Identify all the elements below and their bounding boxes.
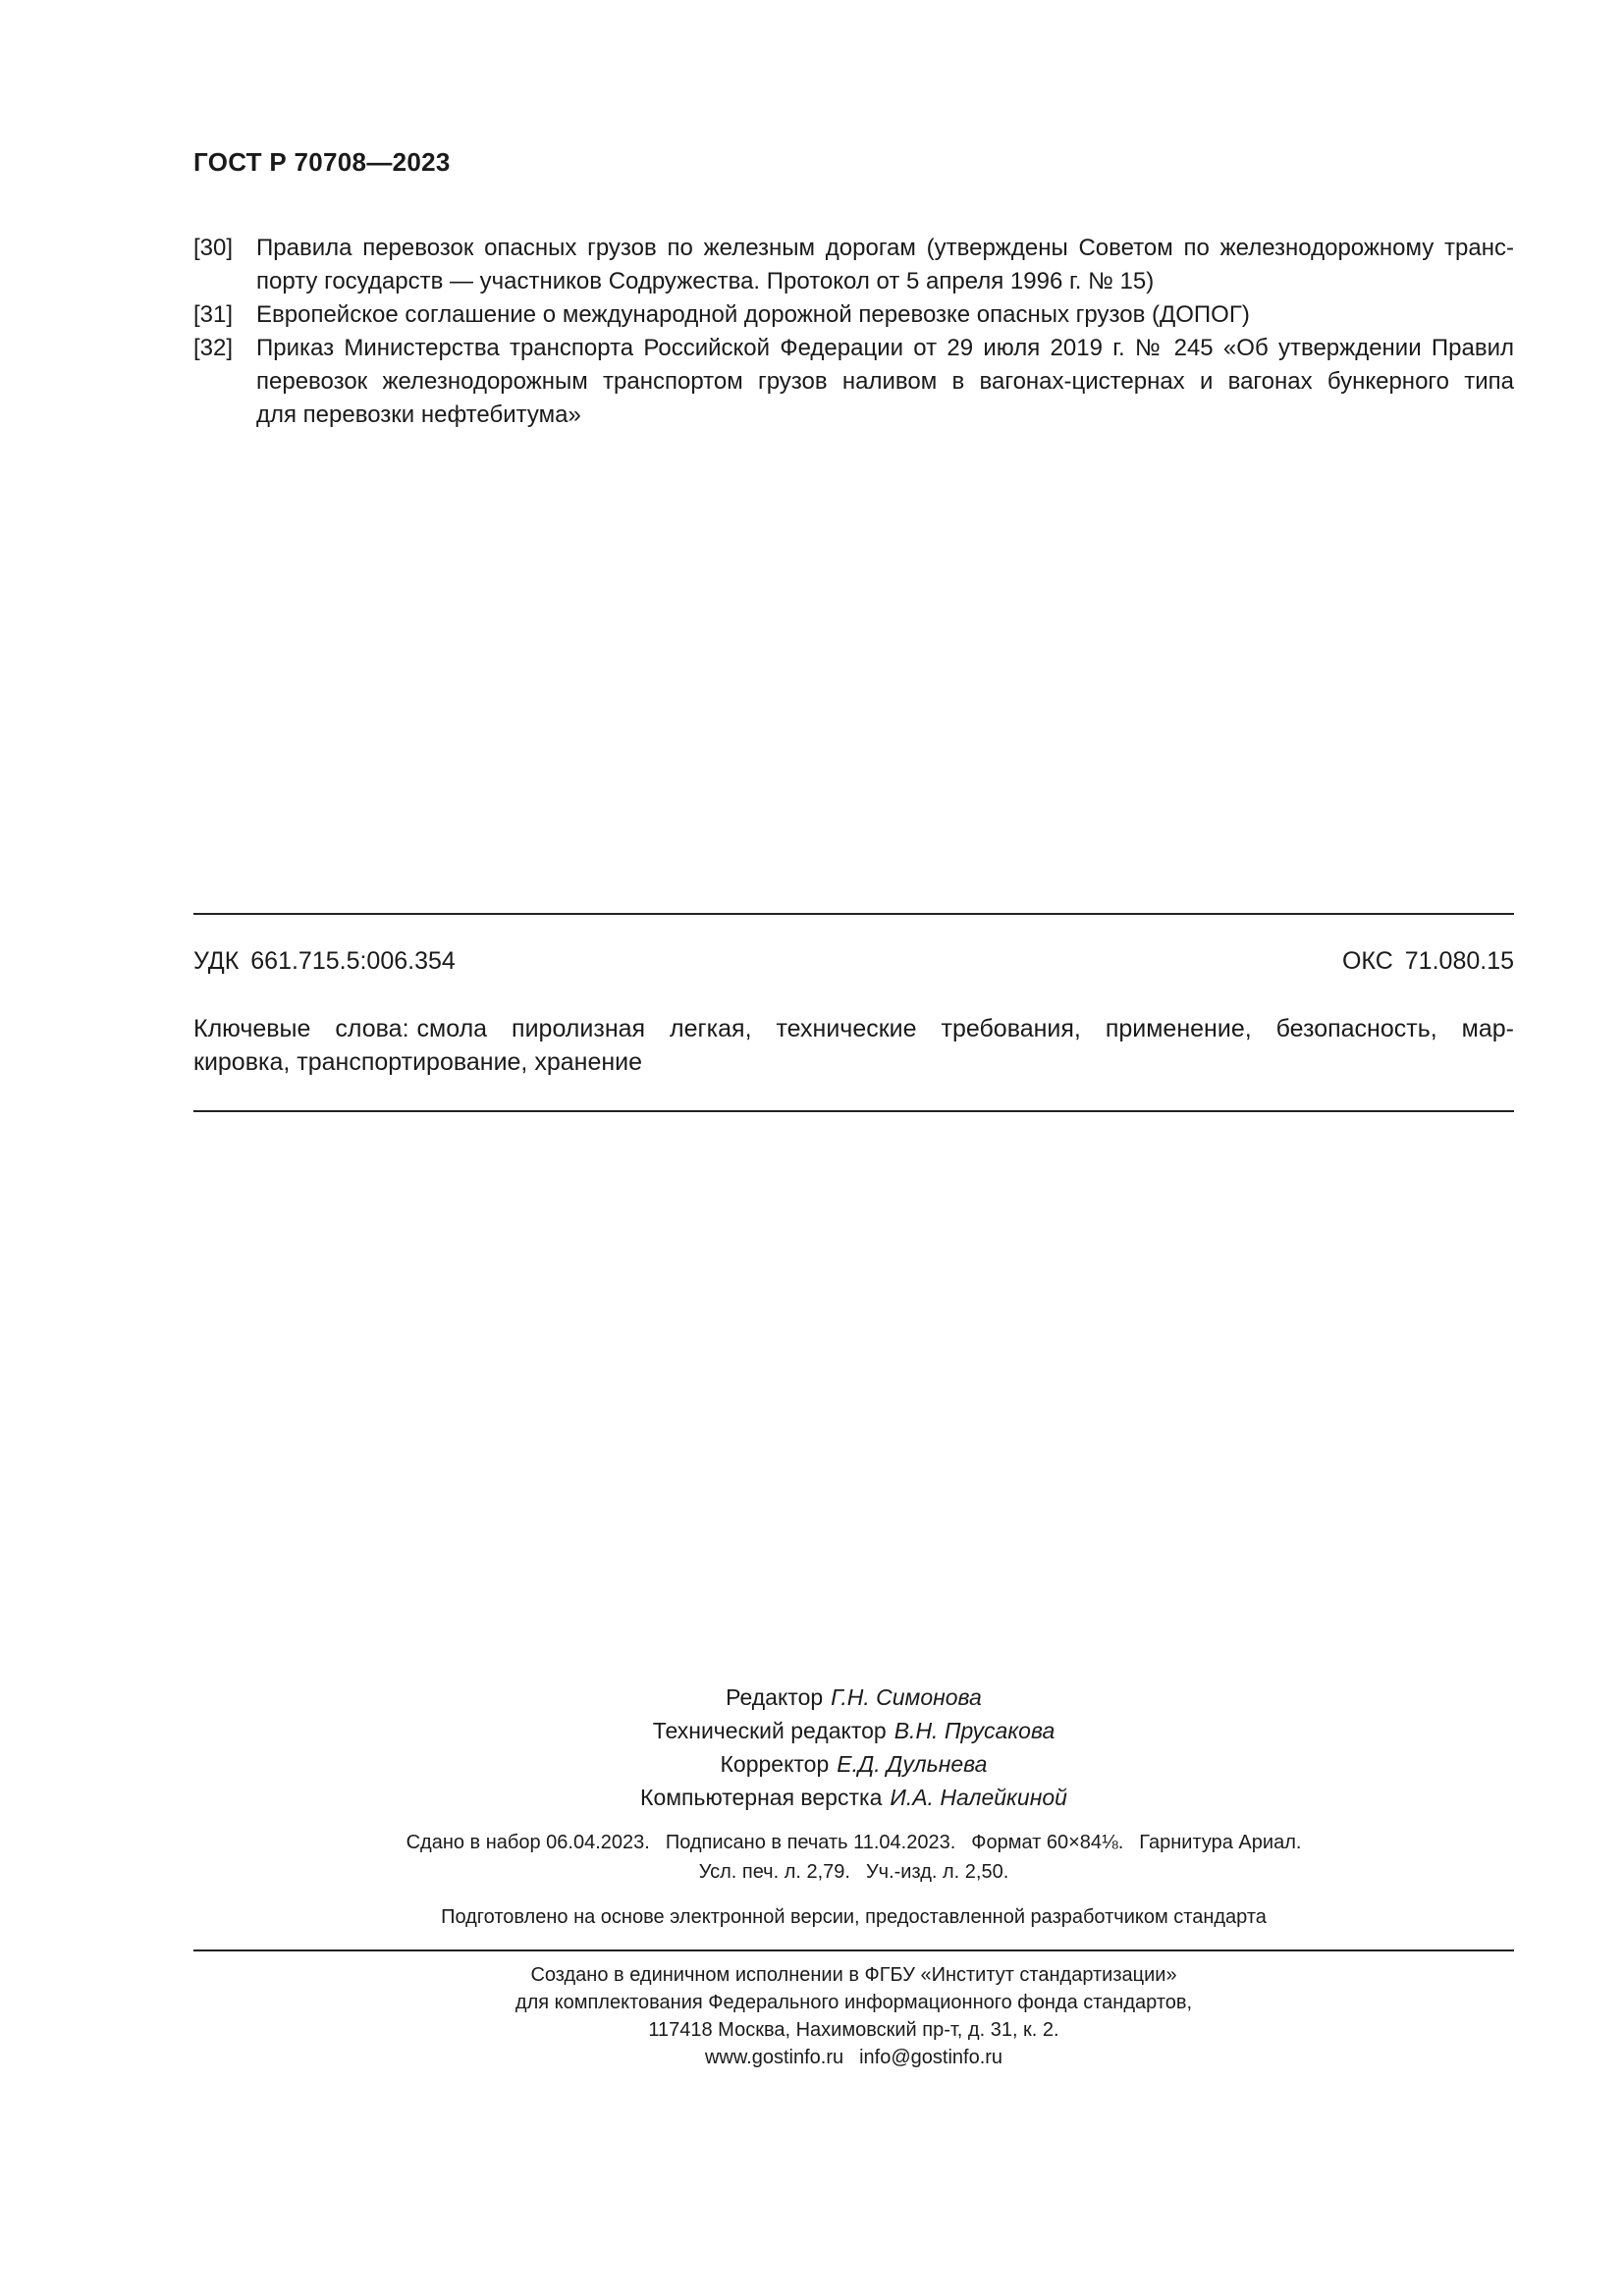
website-link[interactable]: www.gostinfo.ru: [704, 2047, 844, 2068]
credit-line: [193, 1681, 1514, 1714]
credit-line: [193, 1714, 1514, 1747]
keywords-block: [193, 1012, 1514, 1079]
credit-name: В.Н. Прусакова: [893, 1718, 1056, 1743]
reference-number: [30]: [193, 235, 234, 261]
publisher-line: Создано в единичном исполнении в ФГБУ «Институт стандартизации»: [530, 1964, 1177, 1986]
email-link[interactable]: info@gostinfo.ru: [859, 2047, 1003, 2068]
format: Формат 60×84⅛.: [971, 1832, 1124, 1853]
divider: [193, 1110, 1514, 1112]
reference-number: [32]: [193, 335, 234, 361]
prepared-note: Подготовлено на основе электронной версии, предоставленной разработчиком стандарта: [441, 1906, 1267, 1928]
credit-name: Е.Д. Дульнева: [837, 1751, 988, 1777]
udk-label: УДК: [193, 947, 240, 975]
submitted-date: Сдано в набор 06.04.2023.: [406, 1832, 650, 1853]
standard-code: ГОСТ Р 70708—2023: [193, 147, 451, 177]
keywords-label: Ключевые слова:: [193, 1015, 409, 1042]
reference-number: [31]: [193, 301, 234, 328]
print-info-line: [193, 1857, 1514, 1887]
print-info-line: [193, 1828, 1514, 1857]
divider: [193, 913, 1514, 915]
reference-item: [193, 332, 1514, 432]
reference-line: для перевозки нефтебитума»: [256, 401, 581, 428]
signed-date: Подписано в печать 11.04.2023.: [665, 1832, 956, 1853]
credit-line: [193, 1747, 1514, 1781]
reference-line: Приказ Министерства транспорта Российской Федерации от 29 июля 2019 г. № 245 «Об утверждении Правил: [256, 335, 1514, 361]
divider: [193, 1949, 1514, 1951]
keywords-line: [193, 1012, 1514, 1045]
credit-role: Технический редактор: [652, 1718, 887, 1743]
reference-line: Европейское соглашение о международной дорожной перевозке опасных грузов (ДОПОГ): [256, 301, 1250, 328]
oks-label: ОКС: [1341, 947, 1393, 975]
reference-line: перевозок железнодорожным транспортом грузов наливом в вагонах-цистернах и вагонах бункерного типа: [256, 368, 1514, 395]
credit-role: Компьютерная верстка: [640, 1785, 883, 1810]
reference-text: [256, 232, 1514, 298]
credit-role: Редактор: [726, 1684, 824, 1710]
reference-item: [193, 298, 1514, 332]
keywords-line: кировка, транспортирование, хранение: [193, 1048, 643, 1076]
oks-block: [1342, 947, 1514, 976]
reference-text: [256, 332, 1514, 432]
print-info: [193, 1828, 1514, 1887]
credit-line: [193, 1781, 1514, 1814]
publisher-line: для комплектования Федерального информационного фонда стандартов,: [514, 1992, 1193, 2013]
reference-line: порту государств — участников Содружества. Протокол от 5 апреля 1996 г. № 15): [256, 268, 1155, 294]
references-list: [193, 232, 1514, 432]
print-sheets: Усл. печ. л. 2,79.: [698, 1861, 850, 1883]
reference-line: Правила перевозок опасных грузов по железным дорогам (утверждены Советом по железнодорожному транс-: [256, 235, 1514, 261]
udk-block: [193, 947, 456, 976]
udk-value: 661.715.5:006.354: [250, 947, 456, 975]
credit-name: Г.Н. Симонова: [831, 1684, 982, 1710]
publ-sheets: Уч.-изд. л. 2,50.: [865, 1861, 1009, 1883]
font-info: Гарнитура Ариал.: [1139, 1832, 1302, 1853]
publisher-contacts: [193, 2044, 1514, 2071]
reference-item: [193, 232, 1514, 298]
credit-name: И.А. Налейкиной: [890, 1785, 1067, 1810]
oks-value: 71.080.15: [1404, 947, 1514, 975]
keywords-text: смола пиролизная легкая, технические требования, применение, безопасность, мар-: [416, 1015, 1514, 1042]
credits-block: [193, 1681, 1514, 1814]
publisher-address: 117418 Москва, Нахимовский пр-т, д. 31, к. 2.: [648, 2019, 1059, 2041]
credit-role: Корректор: [720, 1751, 830, 1777]
reference-text: [256, 298, 1514, 332]
publisher-block: [193, 1961, 1514, 2071]
classification-row: [193, 947, 1514, 976]
